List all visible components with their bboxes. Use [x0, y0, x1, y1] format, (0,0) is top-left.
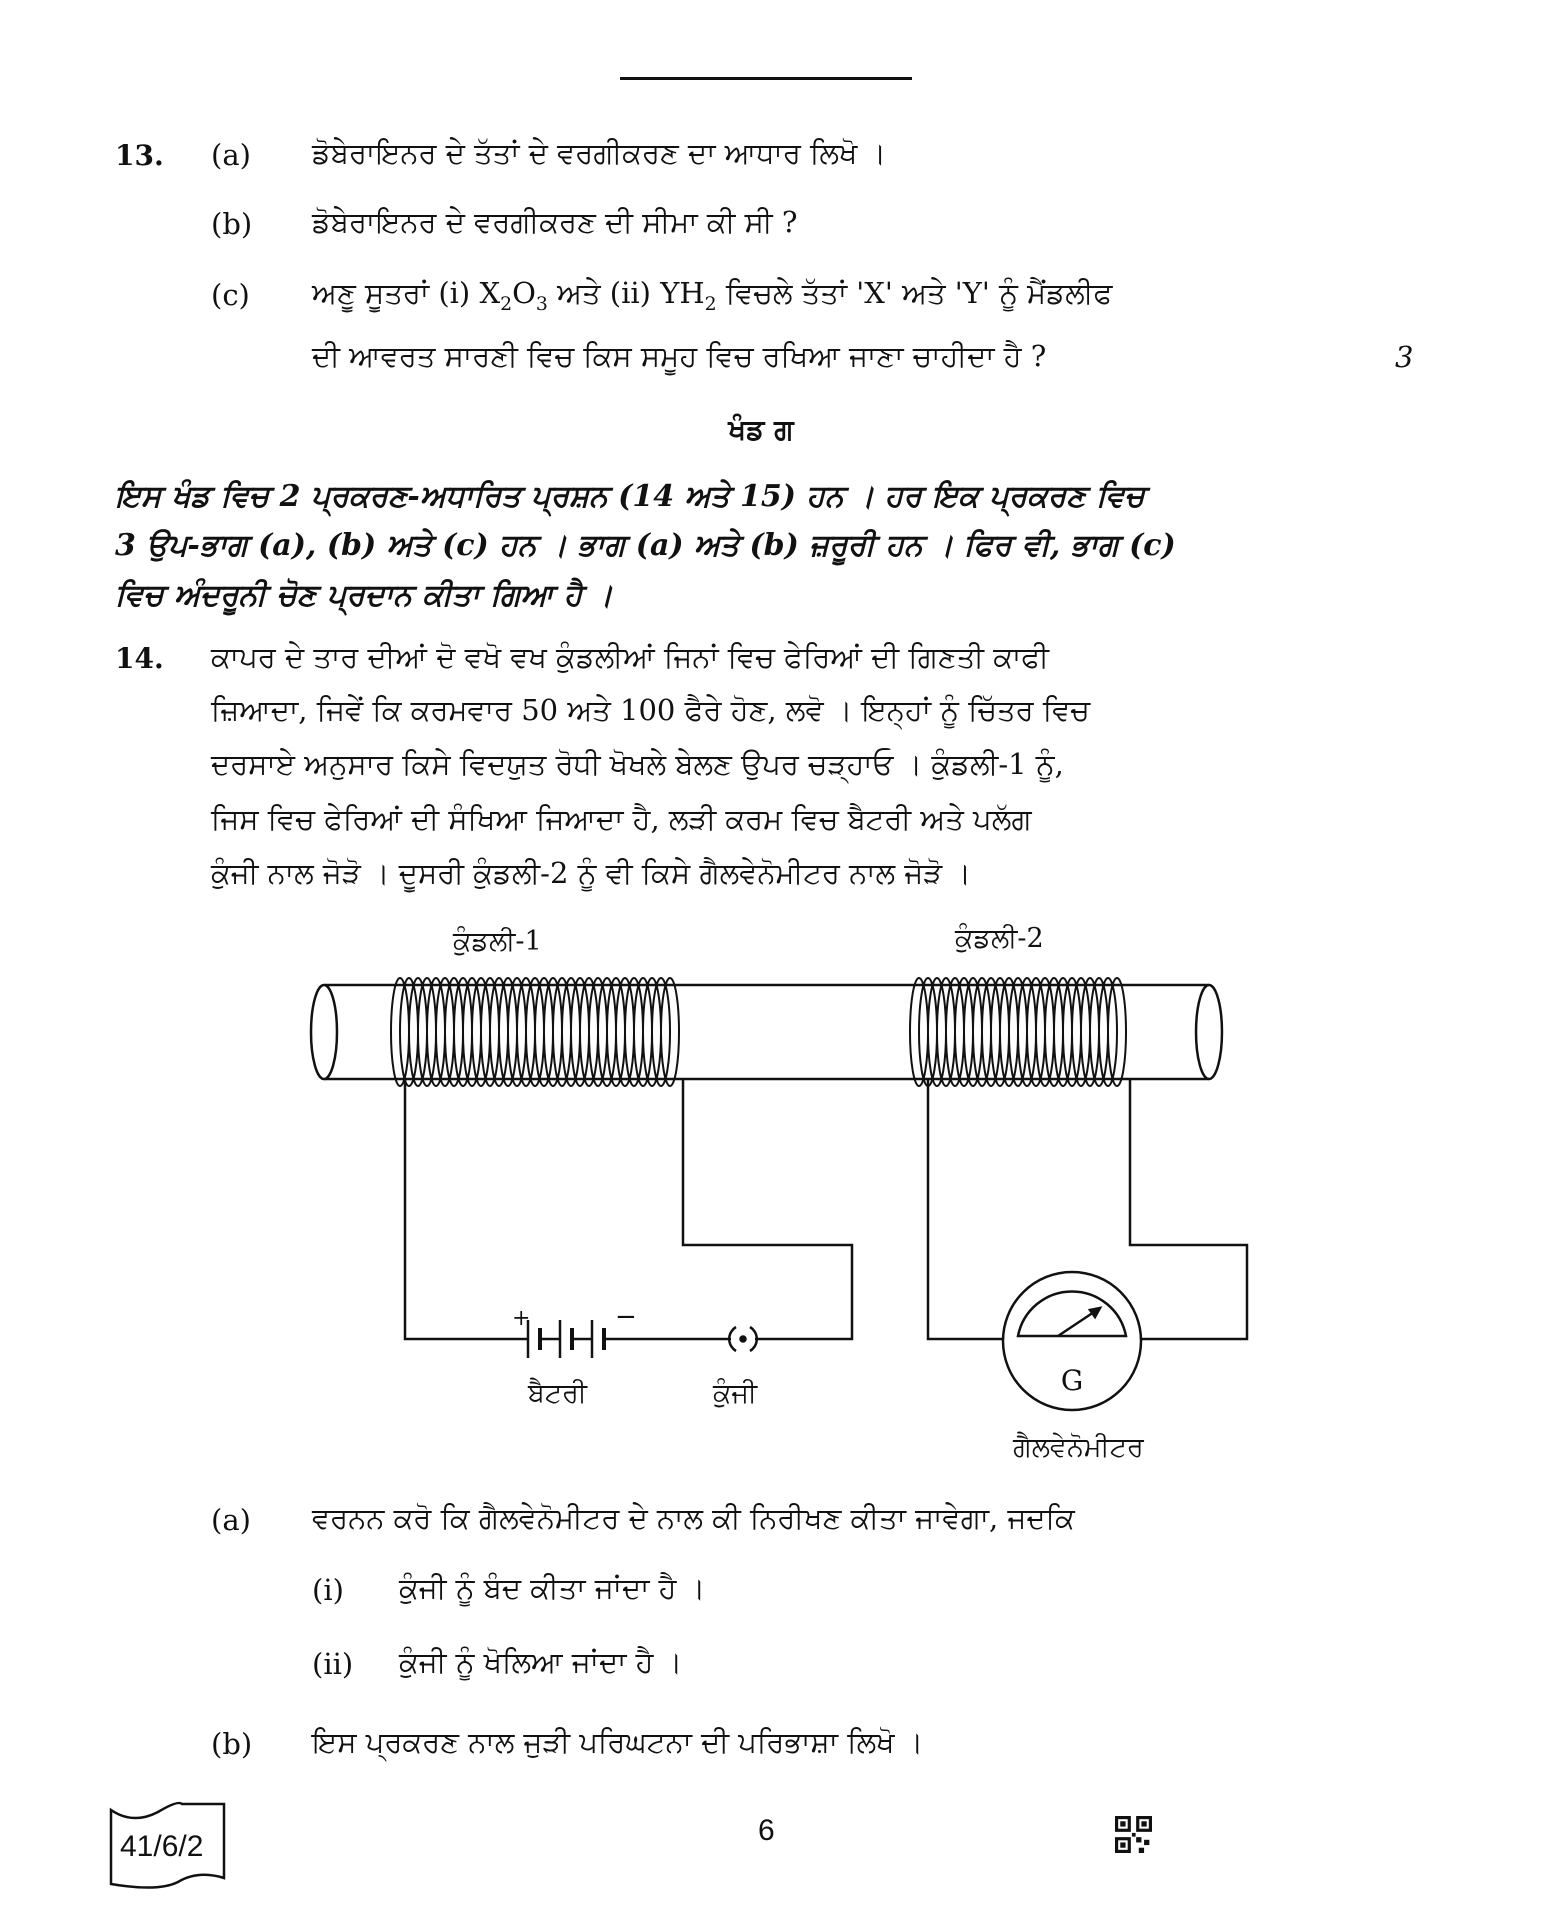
galvanometer-symbol: G	[1060, 1364, 1084, 1397]
question-14-number: 14.	[115, 642, 164, 675]
q13c-text-part: O	[512, 276, 536, 310]
section-instruction-line: ਵਿਚ ਅੰਦਰੂਨੀ ਚੋਣ ਪ੍ਰਦਾਨ ਕੀਤਾ ਗਿਆ ਹੈ ।	[115, 578, 613, 613]
section-instruction-line: 3 ਉਪ-ਭਾਗ (a), (b) ਅਤੇ (c) ਹਨ । ਭਾਗ (a) ਅਤੇ (b) ਜ਼ਰੂਰੀ ਹਨ । ਫਿਰ ਵੀ, ਭਾਗ (c)	[115, 528, 1176, 563]
key-label: ਕੁੰਜੀ	[713, 1378, 758, 1409]
qr-code-icon	[1115, 1816, 1152, 1853]
q13c-text-part: ਅਤੇ (ii) YH	[547, 276, 705, 310]
primary-circuit-wires	[405, 1079, 852, 1339]
section-title: ਖੰਡ ਗ	[728, 413, 794, 446]
q13a-text: ਡੋਬੇਰਾਇਨਰ ਦੇ ਤੱਤਾਂ ਦੇ ਵਰਗੀਕਰਣ ਦਾ ਆਧਾਰ ਲਿਖੋ ।	[312, 136, 887, 170]
q14a-i-label: (i)	[312, 1573, 344, 1607]
battery-plus: +	[512, 1306, 531, 1331]
q13c-text-part: ਵਿਚਲੇ ਤੱਤਾਂ 'X' ਅਤੇ 'Y' ਨੂੰ ਮੈਂਡਲੀਫ	[716, 276, 1113, 310]
q14b-text: ਇਸ ਪ੍ਰਕਰਣ ਨਾਲ ਜੁੜੀ ਪਰਿਘਟਨਾ ਦੀ ਪਰਿਭਾਸ਼ਾ ਲਿਖੋ ।	[312, 1725, 924, 1759]
q14-text-line: ਕੁੰਜੀ ਨਾਲ ਜੋੜੋ । ਦੂਸਰੀ ਕੁੰਡਲੀ-2 ਨੂੰ ਵੀ ਕਿਸੇ ਗੈਲਵੇਨੋਮੀਟਰ ਨਾਲ ਜੋੜੋ ।	[211, 856, 971, 890]
q14-text-line: ਜਿਸ ਵਿਚ ਫੇਰਿਆਂ ਦੀ ਸੰਖਿਆ ਜਿਆਦਾ ਹੈ, ਲੜੀ ਕਰਮ ਵਿਚ ਬੈਟਰੀ ਅਤੇ ਪਲੱਗ	[211, 802, 1032, 836]
q13-marks: 3	[1395, 340, 1414, 374]
q13c-label: (c)	[211, 278, 250, 312]
page-number: 6	[758, 1814, 775, 1847]
question-13-number: 13.	[115, 139, 164, 172]
plug-key-icon	[729, 1327, 757, 1351]
q13c-line2: ਦੀ ਆਵਰਤ ਸਾਰਣੀ ਵਿਚ ਕਿਸ ਸਮੂਹ ਵਿਚ ਰਖਿਆ ਜਾਣਾ ਚਾਹੀਦਾ ਹੈ ?	[312, 339, 1047, 373]
q14-text-line: ਕਾਪਰ ਦੇ ਤਾਰ ਦੀਆਂ ਦੋ ਵਖੋ ਵਖ ਕੁੰਡਲੀਆਂ ਜਿਨਾਂ ਵਿਚ ਫੇਰਿਆਂ ਦੀ ਗਿਣਤੀ ਕਾਫੀ	[211, 640, 1049, 674]
battery-icon	[520, 1320, 622, 1358]
q14-text-line: ਦਰਸਾਏ ਅਨੁਸਾਰ ਕਿਸੇ ਵਿਦਯੁਤ ਰੋਧੀ ਖੋਖਲੇ ਬੇਲਣ ਉਪਰ ਚੜ੍ਹਾਓ । ਕੁੰਡਲੀ-1 ਨੂੰ,	[211, 747, 1064, 781]
q14a-ii-text: ਕੁੰਜੀ ਨੂੰ ਖੋਲਿਆ ਜਾਂਦਾ ਹੈ ।	[399, 1645, 683, 1679]
galvanometer-label: ਗੈਲਵੇਨੋਮੀਟਰ	[1013, 1432, 1144, 1463]
q14-text-line: ਜ਼ਿਆਦਾ, ਜਿਵੇਂ ਕਿ ਕਰਮਵਾਰ 50 ਅਤੇ 100 ਫੈਰੇ ਹੋਣ, ਲਵੋ । ਇਨ੍ਹਾਂ ਨੂੰ ਚਿੱਤਰ ਵਿਚ	[211, 693, 1090, 727]
q14a-i-text: ਕੁੰਜੀ ਨੂੰ ਬੰਦ ਕੀਤਾ ਜਾਂਦਾ ਹੈ ।	[399, 1571, 706, 1605]
q13c-text-part: ਅਣੂ ਸੂਤਰਾਂ (i) X	[312, 276, 501, 310]
paper-code: 41/6/2	[120, 1830, 204, 1863]
battery-label: ਬੈਟਰੀ	[528, 1378, 588, 1409]
section-instruction-line: ਇਸ ਖੰਡ ਵਿਚ 2 ਪ੍ਰਕਰਣ-ਅਧਾਰਿਤ ਪ੍ਰਸ਼ਨ (14 ਅਤੇ 15) ਹਨ । ਹਰ ਇਕ ਪ੍ਰਕਰਣ ਵਿਚ	[115, 479, 1145, 514]
q14b-label: (b)	[211, 1727, 253, 1761]
coil-1-label: ਕੁੰਡਲੀ-1	[453, 926, 542, 957]
q14a-ii-label: (ii)	[312, 1647, 354, 1681]
battery-minus: −	[615, 1302, 637, 1332]
q14a-text: ਵਰਨਨ ਕਰੋ ਕਿ ਗੈਲਵੇਨੋਮੀਟਰ ਦੇ ਨਾਲ ਕੀ ਨਿਰੀਖਣ ਕੀਤਾ ਜਾਵੇਗਾ, ਜਦਕਿ	[312, 1501, 1075, 1535]
q13a-label: (a)	[211, 138, 251, 172]
q13b-label: (b)	[211, 207, 253, 241]
subscript: 2	[704, 293, 717, 315]
coil-1	[391, 978, 679, 1086]
q13b-text: ਡੋਬੇਰਾਇਨਰ ਦੇ ਵਰਗੀਕਰਣ ਦੀ ਸੀਮਾ ਕੀ ਸੀ ?	[312, 205, 798, 239]
subscript: 2	[500, 293, 513, 315]
coil-2-label: ਕੁੰਡਲੀ-2	[955, 923, 1044, 954]
coil-2	[910, 978, 1126, 1086]
q14a-label: (a)	[211, 1503, 251, 1537]
subscript: 3	[535, 293, 548, 315]
